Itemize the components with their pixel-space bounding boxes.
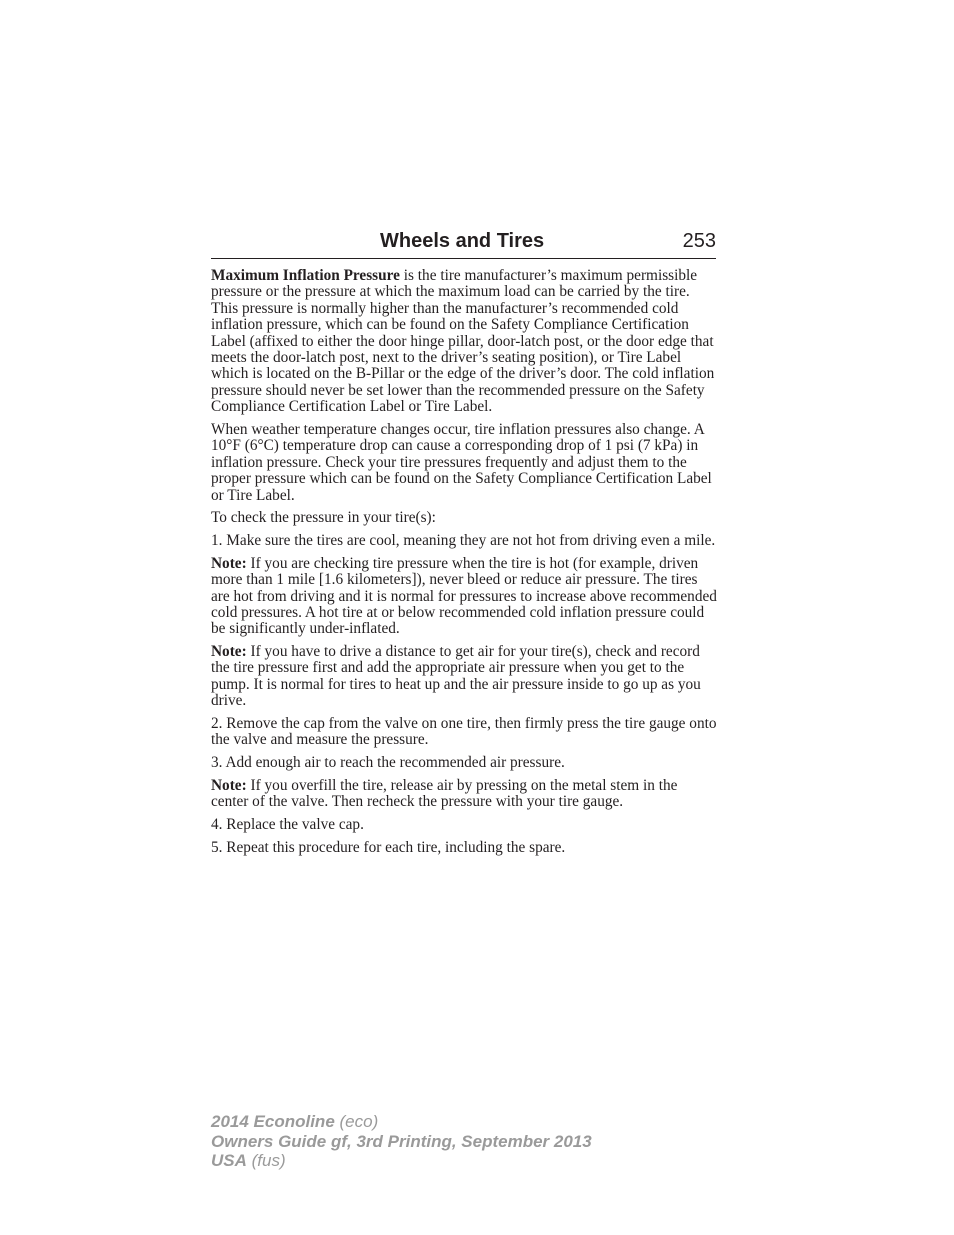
step-4 xyxy=(211,817,717,833)
note-label: Note: xyxy=(211,643,247,661)
page-footer xyxy=(211,1112,592,1171)
step-5 xyxy=(211,840,717,856)
step-2 xyxy=(211,716,717,749)
section-title: Wheels and Tires xyxy=(380,230,545,252)
paragraph-intro-steps xyxy=(211,510,717,526)
footer-market-code: (fus) xyxy=(246,1151,286,1170)
footer-line-2 xyxy=(211,1132,592,1152)
footer-line-3 xyxy=(211,1151,592,1171)
paragraph-text: If you overfill the tire, release air by pressing on the metal stem in the center of the valve. Then recheck the pressure with your tire gauge. xyxy=(211,776,678,811)
paragraph-text: 4. Replace the valve cap. xyxy=(211,815,364,833)
paragraph-text: If you are checking tire pressure when the tire is hot (for example, driven more than 1 mile [1.6 kilometers]), never bleed or reduce air pressure. The tires are hot from driving and it is normal for pressures to increase above recommended cold pressures. A hot tire at or below recommended cold inflation pressure could be significantly under-inflated. xyxy=(211,554,717,638)
paragraph-text: To check the pressure in your tire(s): xyxy=(211,509,436,527)
step-3 xyxy=(211,755,717,771)
page-number: 253 xyxy=(682,230,716,252)
note-overfill xyxy=(211,778,717,811)
paragraph-lead: Maximum Inflation Pressure xyxy=(211,267,400,284)
paragraph-max-inflation xyxy=(211,268,717,416)
paragraph-text: 1. Make sure the tires are cool, meaning they are not hot from driving even a mile. xyxy=(211,531,716,549)
body-text xyxy=(211,268,717,862)
step-1 xyxy=(211,533,717,549)
footer-line-1 xyxy=(211,1112,592,1132)
page-header xyxy=(211,228,716,259)
note-label: Note: xyxy=(211,776,247,794)
footer-model-code: (eco) xyxy=(334,1112,379,1131)
paragraph-text: When weather temperature changes occur, tire inflation pressures also change. A 10°F (6°C) temperature drop can cause a corresponding drop of 1 psi (7 kPa) in inflation pressure. Check your tire pressures frequently and adjust them to the proper pressure which can be found on the Safety Compliance Certification Label or Tire Label. xyxy=(211,420,712,504)
paragraph-text: 3. Add enough air to reach the recommended air pressure. xyxy=(211,754,565,772)
paragraph-text: If you have to drive a distance to get air for your tire(s), check and record the tire pressure first and add the appropriate air pressure when you get to the pump. It is normal for tires to heat up and the air pressure inside to go up as you drive. xyxy=(211,643,701,710)
footer-model: 2014 Econoline xyxy=(211,1112,335,1131)
paragraph-weather xyxy=(211,422,717,504)
paragraph-text: is the tire manufacturer’s maximum permissible pressure or the pressure at which the maximum load can be carried by the tire. This pressure is normally higher than the manufacturer’s recommended cold inflation pressure, which can be found on the Safety Compliance Certification Label (affixed to either the door hinge pillar, door-latch post, or the door edge that meets the door-latch post, next to the driver’s seating position), or Tire Label which is located on the B-Pillar or the edge of the driver’s door. The cold inflation pressure should never be set lower than the recommended pressure on the Safety Compliance Certification Label or Tire Label. xyxy=(211,267,715,416)
paragraph-text: 2. Remove the cap from the valve on one tire, then firmly press the tire gauge onto the valve and measure the pressure. xyxy=(211,714,717,749)
footer-edition: Owners Guide gf, 3rd Printing, September 2013 xyxy=(211,1131,592,1151)
note-label: Note: xyxy=(211,554,247,572)
note-hot-tire xyxy=(211,556,717,638)
paragraph-text: 5. Repeat this procedure for each tire, including the spare. xyxy=(211,838,566,856)
note-drive-distance xyxy=(211,644,717,710)
footer-market: USA xyxy=(211,1151,247,1170)
